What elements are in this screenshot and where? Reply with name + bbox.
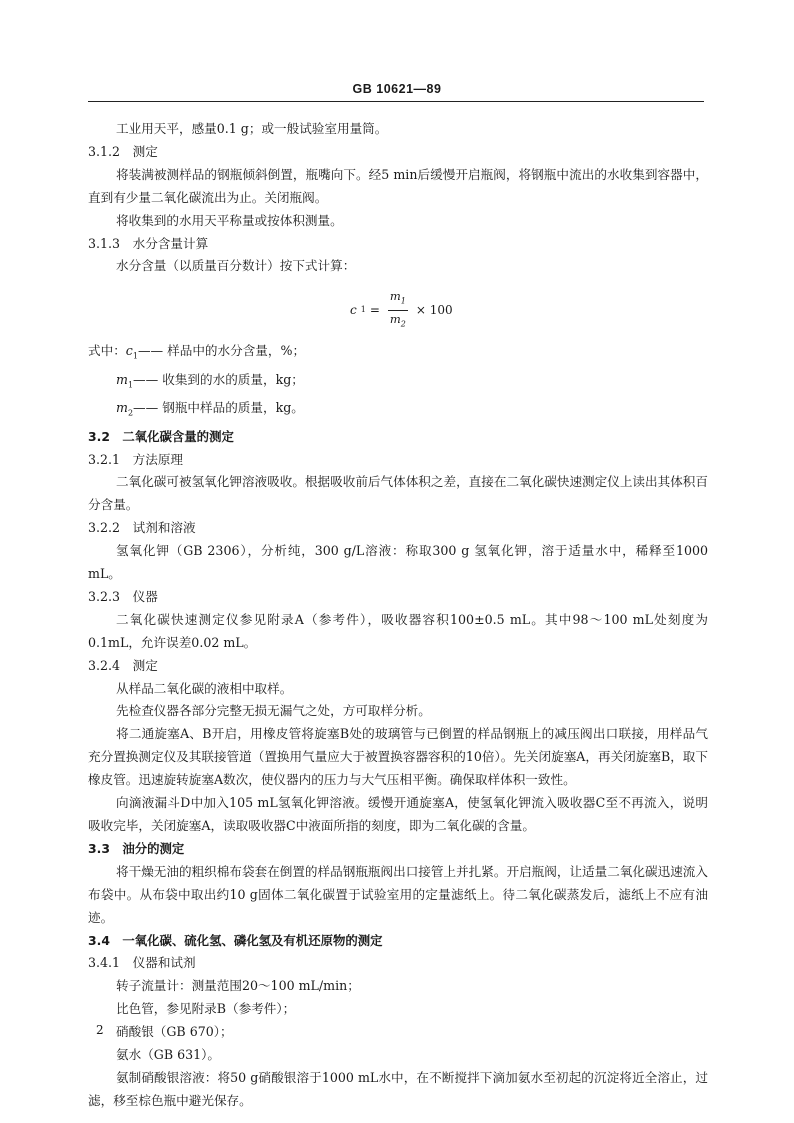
paragraph: 氨制硝酸银溶液：将50 g硝酸银溶于1000 mL水中，在不断搅拌下滴加氨水至初起的沉淀将近全溶止，过滤，移至棕色瓶中避光保存。 [88, 1069, 708, 1108]
paragraph: 硝酸银（GB 670）； [116, 1024, 233, 1040]
paragraph: 先检查仪器各部分完整无损无漏气之处，方可取样分析。 [116, 703, 431, 719]
where-line [88, 369, 708, 397]
paragraph: 比色管，参见附录B（参考件）； [116, 1001, 296, 1017]
formula-multiplier: × 100 [415, 302, 453, 317]
paragraph: 二氧化碳快速测定仪参见附录A（参考件），吸收器容积100±0.5 mL。其中98～100 mL处刻度为0.1mL，允许误差0.02 mL。 [88, 611, 708, 650]
denominator-var: m [389, 311, 401, 326]
document-body [88, 118, 708, 1113]
numerator-subscript: 1 [400, 296, 406, 306]
section-heading: 3.2.1 方法原理 [88, 451, 184, 467]
denominator-subscript: 2 [400, 318, 406, 328]
header-rule [88, 101, 704, 102]
paragraph: 将收集到的水用天平称量或按体积测量。 [116, 212, 343, 228]
section-heading: 3.4.1 仪器和试剂 [88, 955, 196, 971]
paragraph: 从样品二氧化碳的液相中取样。 [116, 680, 293, 696]
numerator-var: m [389, 289, 401, 304]
section-heading-bold: 3.4 一氧化碳、硫化氢、磷化氢及有机还原物的测定 [88, 932, 383, 948]
section-heading-bold: 3.3 油分的测定 [88, 840, 185, 856]
paragraph: 氨水（GB 631）。 [116, 1047, 221, 1063]
fraction-numerator [388, 288, 408, 310]
where-variable-subscript: 2 [127, 408, 134, 418]
paragraph: 向滴液漏斗D中加入105 mL氢氧化钾溶液。缓慢开通旋塞A，使氢氧化钾流入吸收器C至不再流入，说明吸收完毕，关闭旋塞A，读取吸收器C中液面所指的刻度，即为二氧化碳的含量。 [88, 795, 708, 834]
where-variable: c [125, 343, 133, 359]
formula-block [88, 278, 708, 340]
paragraph: 氢氧化钾（GB 2306），分析纯，300 g/L溶液：称取300 g 氢氧化钾，溶于适量水中，稀释至1000 mL。 [88, 543, 708, 582]
fraction-denominator [388, 311, 408, 332]
where-variable-subscript: 1 [127, 380, 134, 390]
where-variable: m [116, 371, 128, 387]
paragraph: 工业用天平，感量0.1 g；或一般试验室用量筒。 [116, 121, 388, 136]
formula-fraction [388, 288, 408, 332]
page-number: 2 [96, 1023, 104, 1037]
where-definition: —— 收集到的水的质量，kg； [133, 371, 304, 387]
section-heading-bold: 3.2 二氧化碳含量的测定 [88, 428, 234, 444]
where-lead: 式中： [88, 343, 126, 359]
paragraph: 将二通旋塞A、B开启，用橡皮管将旋塞B处的玻璃管与已倒置的样品钢瓶上的减压阀出口联接，用样品气充分置换测定仪及其联接管道（置换用气量应大于被置换容器容积的10倍）。先关闭旋塞A，再关闭旋塞B，取下橡皮管。迅速旋转旋塞A数次，使仪器内的压力与大气压相平衡。确保取样体积一致性。 [88, 726, 708, 788]
section-heading: 3.1.2 测定 [88, 143, 158, 159]
formula-lhs: c [350, 302, 357, 317]
where-definition: —— 样品中的水分含量，%； [137, 343, 306, 359]
section-heading: 3.2.4 测定 [88, 657, 158, 673]
where-line [88, 340, 708, 368]
where-variable: m [116, 400, 128, 416]
formula-equals: = [369, 302, 380, 317]
where-line [88, 397, 708, 425]
paragraph: 转子流量计：测量范围20～100 mL/min； [116, 978, 360, 994]
paragraph: 将干燥无油的粗织棉布袋套在倒置的样品钢瓶瓶阀出口接管上并扎紧。开启瓶阀，让适量二氧化碳迅速流入布袋中。从布袋中取出约10 g固体二氧化碳置于试验室用的定量滤纸上。待二氧化碳蒸发后，滤纸上不应有油迹。 [88, 863, 708, 925]
where-definition: —— 钢瓶中样品的质量，kg。 [133, 400, 304, 416]
formula [350, 288, 453, 332]
paragraph: 水分含量（以质量百分数计）按下式计算： [116, 258, 356, 274]
section-heading: 3.1.3 水分含量计算 [88, 235, 209, 251]
paragraph: 将装满被测样品的钢瓶倾斜倒置，瓶嘴向下。经5 min后缓慢开启瓶阀，将钢瓶中流出的水收集到容器中，直到有少量二氧化碳流出为止。关闭瓶阀。 [88, 166, 708, 205]
paragraph: 二氧化碳可被氢氧化钾溶液吸收。根据吸收前后气体体积之差，直接在二氧化碳快速测定仪上读出其体积百分含量。 [88, 474, 708, 513]
section-heading: 3.2.3 仪器 [88, 588, 158, 604]
document-header: GB 10621—89 [352, 82, 442, 96]
where-variable-subscript: 1 [132, 351, 138, 361]
formula-lhs-subscript: 1 [360, 304, 366, 314]
section-heading: 3.2.2 试剂和溶液 [88, 520, 196, 536]
